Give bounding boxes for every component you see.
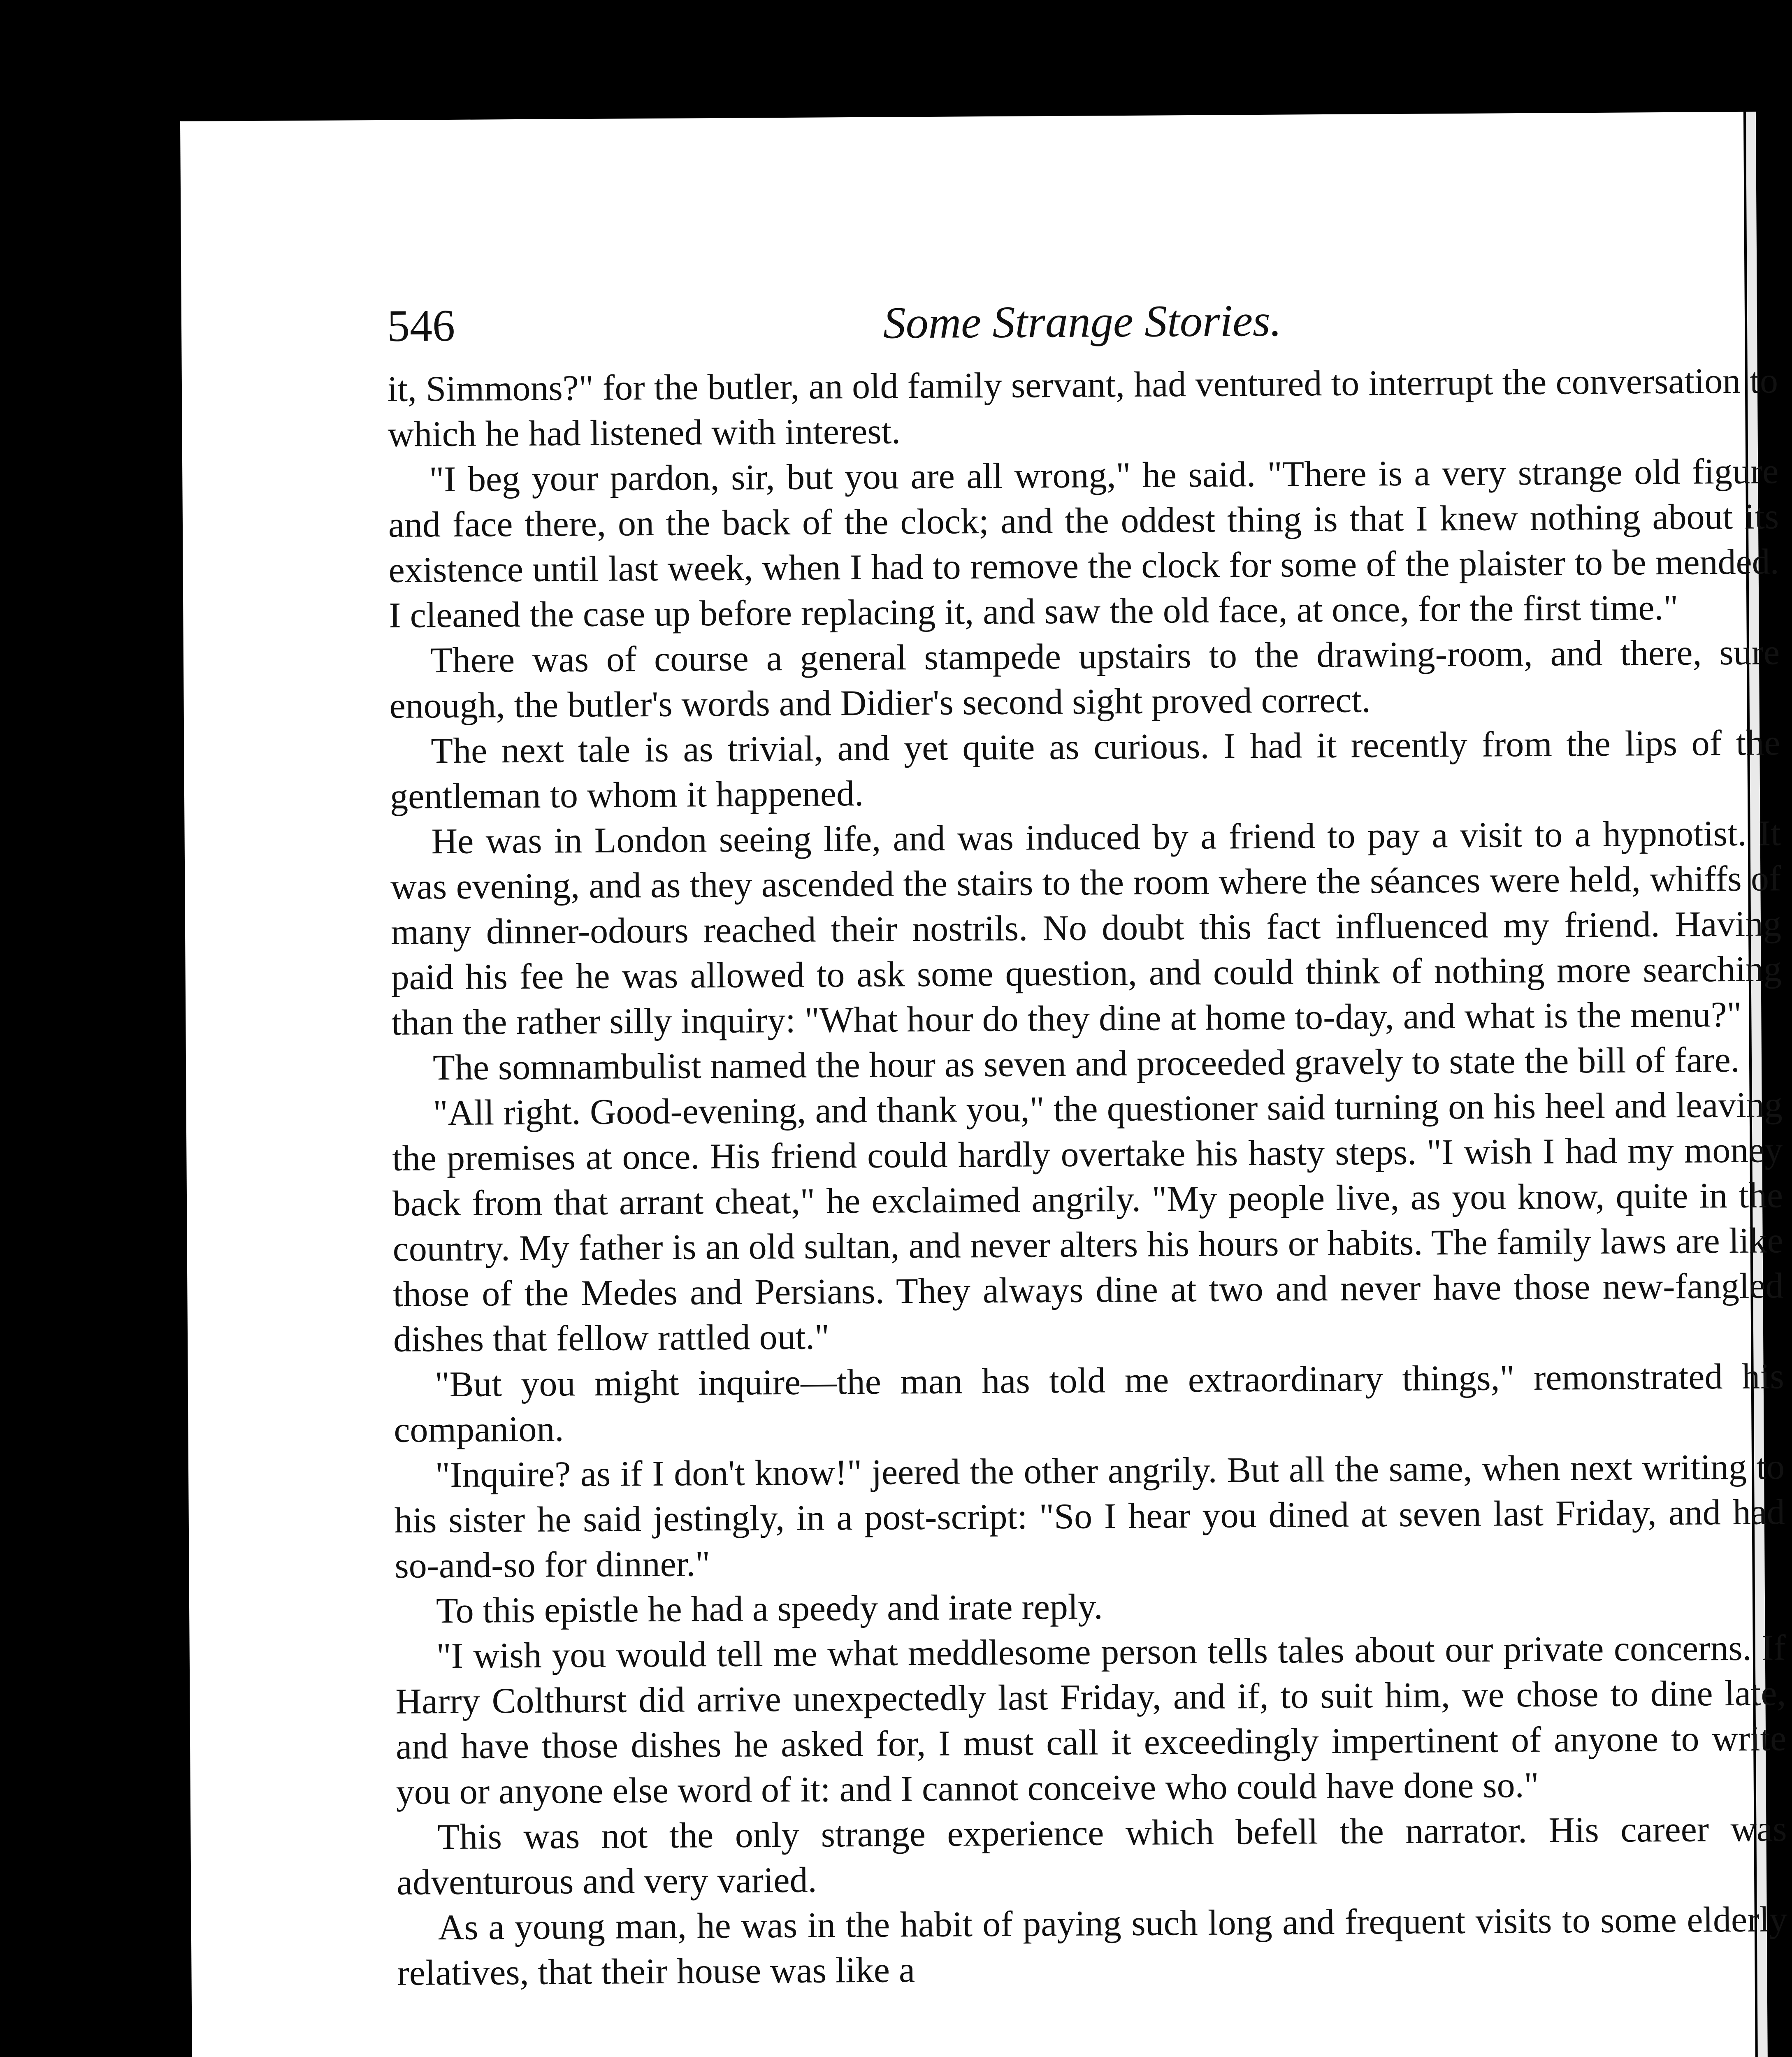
paragraph-5: He was in London seeing life, and was induced by a friend to pay a visit to a hypnotist. It was evening, and as they ascended the stairs to the room where the séances were held, whiffs of many dinner-odours reached their nostrils. No doubt this fact influenced my friend. Having paid his fee he was allowed to ask some question, and could think of nothing more searching than the rather silly inquiry: "What hour do they dine at home to-day, and what is the menu?": [390, 813, 1782, 1043]
book-page: [180, 112, 1788, 2057]
paragraph-12: This was not the only strange experience which befell the narrator. His career was adventurous and very varied.: [396, 1809, 1787, 1903]
running-title: Some Strange Stories.: [883, 295, 1282, 348]
page-header: [387, 284, 1778, 359]
paragraph-11: "I wish you would tell me what meddlesome person tells tales about our private concerns. If Harry Colthurst did arrive unexpectedly last Friday, and if, to suit him, we chose to dine late, and have those dishes he asked for, I must call it exceedingly impertinent of anyone to write you or anyone else word of it: and I cannot conceive who could have done so.": [395, 1628, 1787, 1812]
paragraph-13: As a young man, he was in the habit of paying such long and frequent visits to some elderly relatives, that their house was like a: [397, 1899, 1788, 1993]
paragraph-2: "I beg your pardon, sir, but you are all wrong," he said. "There is a very strange old figure and face there, on the back of the clock; and the oddest thing is that I knew nothing about its existence until last week, when I had to remove the clock for some of the plaister to be mended. I cleaned the case up before replacing it, and saw the old face, at once, for the first time.": [388, 451, 1779, 636]
body-text: [388, 358, 1788, 1996]
paragraph-8: "But you might inquire—the man has told me extraordinary things," remonstrated his companion.: [394, 1356, 1785, 1450]
page-number: 546: [387, 300, 455, 351]
paragraph-9: "Inquire? as if I don't know!" jeered the other angrily. But all the same, when next writing to his sister he said jestingly, in a post-script: "So I hear you dined at seven last Friday, and had so-and-so for dinner.": [394, 1447, 1785, 1586]
paragraph-3: There was of course a general stampede upstairs to the drawing-room, and there, sure enough, the butler's words and Didier's second sight proved correct.: [389, 632, 1780, 726]
paragraph-1: it, Simmons?" for the butler, an old family servant, had ventured to interrupt the conversation to which he had listened with interest.: [387, 361, 1778, 455]
paragraph-7: "All right. Good-evening, and thank you," the questioner said turning on his heel and leaving the premises at once. His friend could hardly overtake his hasty steps. "I wish I had my money back from that arrant cheat," he exclaimed angrily. "My people live, as you know, quite in the country. My father is an old sultan, and never alters his hours or habits. The family laws are like those of the Medes and Persians. They always dine at two and never have those new-fangled dishes that fellow rattled out.": [392, 1085, 1784, 1360]
paragraph-10: To this epistle he had a speedy and irate reply.: [436, 1587, 1103, 1631]
paragraph-6: The somnambulist named the hour as seven and proceeded gravely to state the bill of fare.: [432, 1040, 1740, 1088]
paragraph-4: The next tale is as trivial, and yet quite as curious. I had it recently from the lips of the gentleman to whom it happened.: [390, 723, 1780, 817]
